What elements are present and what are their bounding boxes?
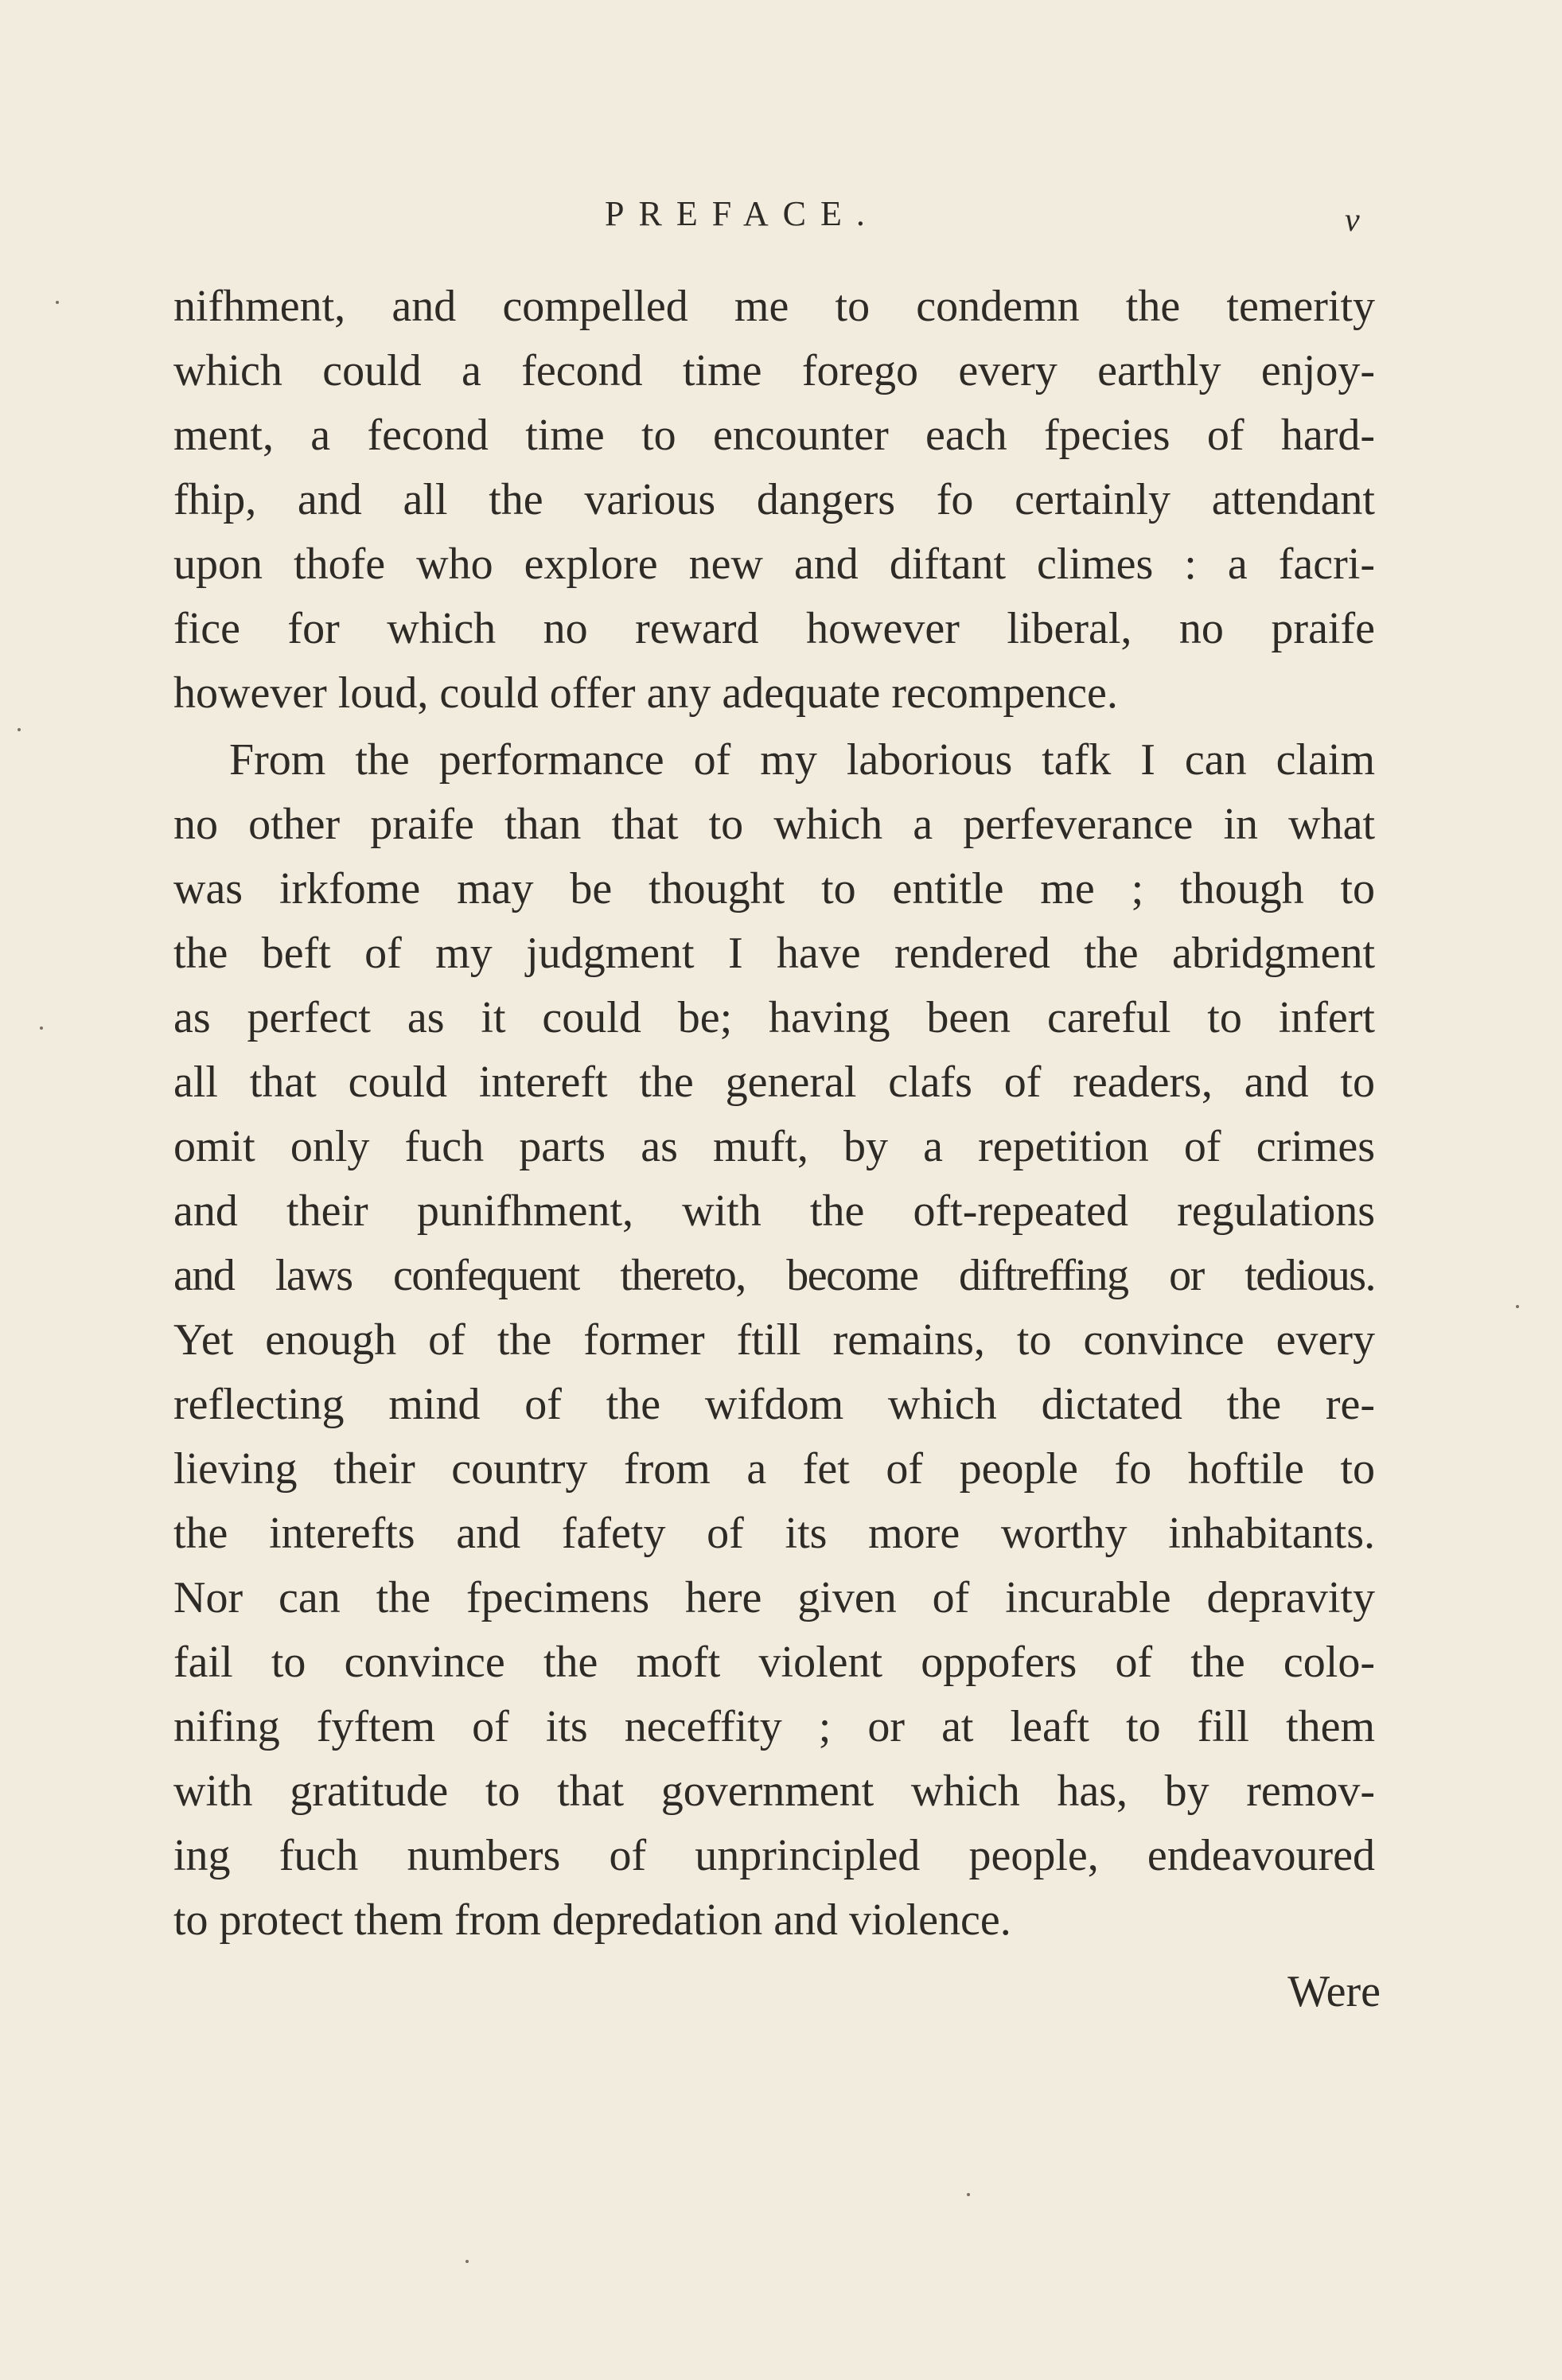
body-text xyxy=(173,275,1375,1953)
paper-speck xyxy=(1516,1305,1519,1308)
text-line: reflecting mind of the wifdom which dictated the re- xyxy=(173,1380,1375,1429)
paper-speck xyxy=(967,2193,970,2196)
text-line: nifhment, and compelled me to condemn the temerity xyxy=(173,282,1375,331)
text-line: From the performance of my laborious tafk I can claim xyxy=(229,735,1375,785)
text-line: the interefts and fafety of its more worthy inhabitants. xyxy=(173,1509,1375,1558)
text-line: all that could intereft the general clafs of readers, and to xyxy=(173,1058,1375,1107)
text-line: which could a fecond time forego every earthly enjoy- xyxy=(173,346,1375,395)
text-line: Nor can the fpecimens here given of incurable depravity xyxy=(173,1573,1375,1622)
text-line: however loud, could offer any adequate recompence. xyxy=(173,668,1118,718)
text-line: fice for which no reward however liberal, no praife xyxy=(173,604,1375,653)
paper-speck xyxy=(18,728,21,731)
paper-speck xyxy=(465,2260,469,2263)
text-line: no other praife than that to which a perfeverance in what xyxy=(173,800,1375,849)
paper-speck xyxy=(40,1026,43,1030)
running-head xyxy=(0,186,1562,242)
text-line: as perfect as it could be; having been careful to infert xyxy=(173,993,1375,1042)
text-line: was irkfome may be thought to entitle me ; though to xyxy=(173,864,1375,913)
text-line: nifing fyftem of its neceffity ; or at leaft to fill them xyxy=(173,1702,1375,1751)
text-line: and laws confequent thereto, become diftreffing or tedious. xyxy=(173,1251,1375,1300)
text-line: ing fuch numbers of unprincipled people, endeavoured xyxy=(173,1831,1375,1880)
text-line: upon thofe who explore new and diftant climes : a facri- xyxy=(173,539,1375,589)
paper-speck xyxy=(56,301,59,304)
text-line: the beft of my judgment I have rendered the abridgment xyxy=(173,929,1375,978)
page-number: v xyxy=(1345,202,1360,239)
text-line: and their punifhment, with the oft-repeated regulations xyxy=(173,1186,1375,1236)
catchword: Were xyxy=(1287,1967,1381,2016)
text-line: Yet enough of the former ftill remains, to convince every xyxy=(173,1315,1375,1365)
text-line: ment, a fecond time to encounter each fpecies of hard- xyxy=(173,411,1375,460)
text-line: with gratitude to that government which has, by remov- xyxy=(173,1766,1375,1816)
text-line: to protect them from depredation and violence. xyxy=(173,1895,1011,1945)
running-title: PREFACE. xyxy=(605,194,879,233)
text-line: fail to convince the moft violent oppofers of the colo- xyxy=(173,1638,1375,1687)
text-line: lieving their country from a fet of people fo hoftile to xyxy=(173,1444,1375,1494)
text-line: omit only fuch parts as muft, by a repetition of crimes xyxy=(173,1122,1375,1171)
text-line: fhip, and all the various dangers fo certainly attendant xyxy=(173,475,1375,524)
